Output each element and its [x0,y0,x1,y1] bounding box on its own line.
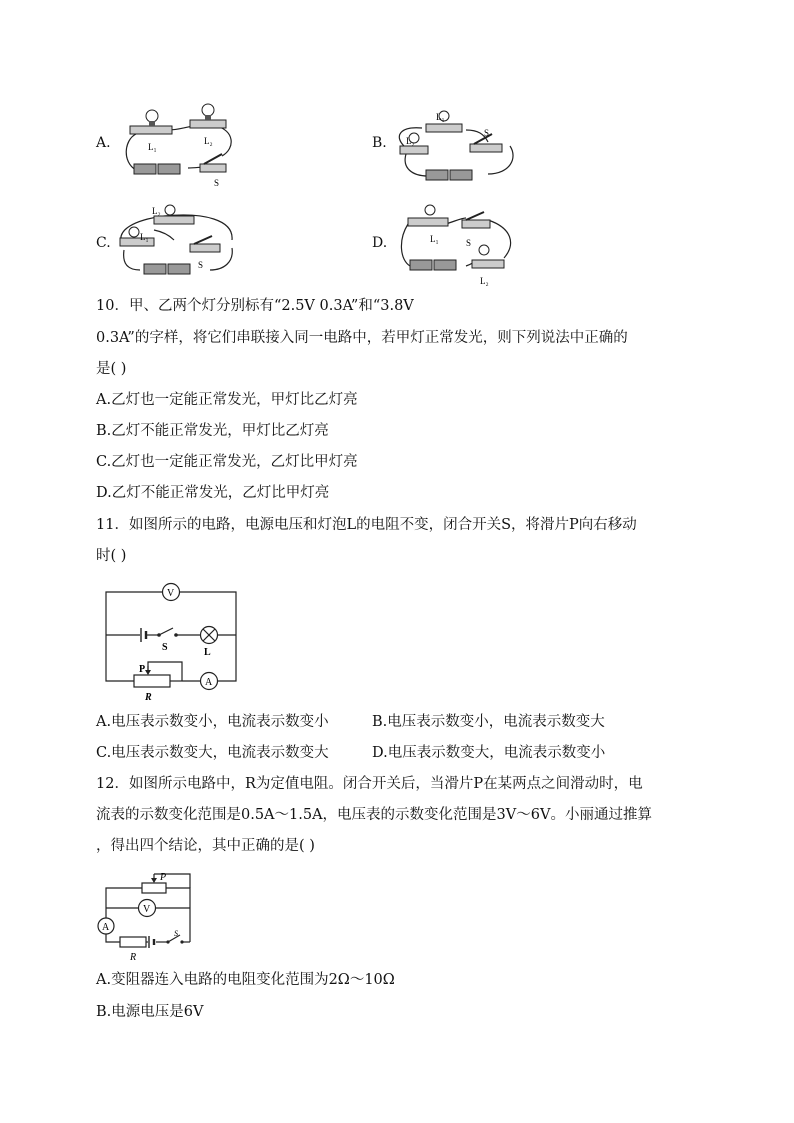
q10-stem-line3: 是( ) [96,361,127,377]
q9-a-l2-label: L₂ [204,136,213,146]
q12-voltmeter-label: V [143,904,151,915]
q11-ammeter-label: A [205,677,213,688]
q12-circuit-diagram [94,864,200,964]
q10-option-c: C.乙灯也一定能正常发光，乙灯比甲灯亮 [96,454,358,470]
q9-c-l2-label: L₂ [152,206,161,216]
q12-stem-line1: 12．如图所示电路中，R为定值电阻。闭合开关后，当滑片P在某两点之间滑动时，电 [96,776,643,792]
q11-circuit-diagram [98,578,244,704]
q9-c-l1-label: L₁ [140,232,149,242]
q9-d-l1-label: L₁ [430,234,439,244]
q9-b-l2-label: L₂ [406,136,415,146]
q11-option-c: C.电压表示数变大，电流表示数变大 [96,745,329,761]
q9-c-s-label: S [198,260,204,270]
q10-option-b: B.乙灯不能正常发光，甲灯比乙灯亮 [96,423,329,439]
q12-stem-line2: 流表的示数变化范围是0.5A～1.5A，电压表的示数变化范围是3V～6V。小丽通过推算 [96,807,652,823]
q12-switch-label: S [174,929,178,938]
q11-stem-line2: 时( ) [96,548,127,564]
q9-option-b-circuit [392,106,522,190]
q9-d-l2-label: L₂ [480,276,489,286]
q11-slider-label: P [139,664,146,675]
q11-stem-line1: 11．如图所示的电路，电源电压和灯泡L的电阻不变，闭合开关S，将滑片P向右移动 [96,517,637,533]
q9-a-s-label: S [214,178,220,188]
q11-option-b: B.电压表示数变小，电流表示数变大 [372,714,605,730]
q12-option-b: B.电源电压是6V [96,1004,204,1020]
q11-rheostat-label: R [145,692,152,703]
q9-a-l1-label: L₁ [148,142,157,152]
q10-stem-line2: 0.3A”的字样，将它们串联接入同一电路中，若甲灯正常发光，则下列说法中正确的 [96,330,628,346]
q12-resistor-label: R [130,952,137,963]
q11-switch-label: S [162,642,168,653]
q12-ammeter-label: A [102,922,110,933]
q10-option-d: D.乙灯不能正常发光，乙灯比甲灯亮 [96,485,330,501]
q9-option-c-letter: C. [96,235,111,251]
q12-slider-label: P [160,872,167,883]
q11-option-d: D.电压表示数变大，电流表示数变小 [372,745,606,761]
q9-option-d-circuit [396,200,522,290]
q11-option-a: A.电压表示数变小，电流表示数变小 [96,714,329,730]
q9-b-s-label: S [484,128,490,138]
q9-option-d-letter: D. [372,235,388,251]
q11-voltmeter-label: V [167,588,175,599]
q9-option-c-circuit [114,200,244,278]
q12-option-a: A.变阻器连入电路的电阻变化范围为2Ω～10Ω [96,972,395,988]
q9-d-s-label: S [466,238,472,248]
q10-option-a: A.乙灯也一定能正常发光，甲灯比乙灯亮 [96,392,358,408]
q9-option-b-letter: B. [372,135,387,151]
q11-lamp-label: L [204,647,211,658]
q12-stem-line3: ，得出四个结论，其中正确的是( ) [96,838,315,854]
q10-stem-line1: 10．甲、乙两个灯分别标有“2.5V 0.3A”和“3.8V [96,298,414,314]
q9-b-l1-label: L₁ [436,112,445,122]
q9-option-a-circuit [118,100,238,192]
q9-option-a-letter: A. [96,135,111,151]
